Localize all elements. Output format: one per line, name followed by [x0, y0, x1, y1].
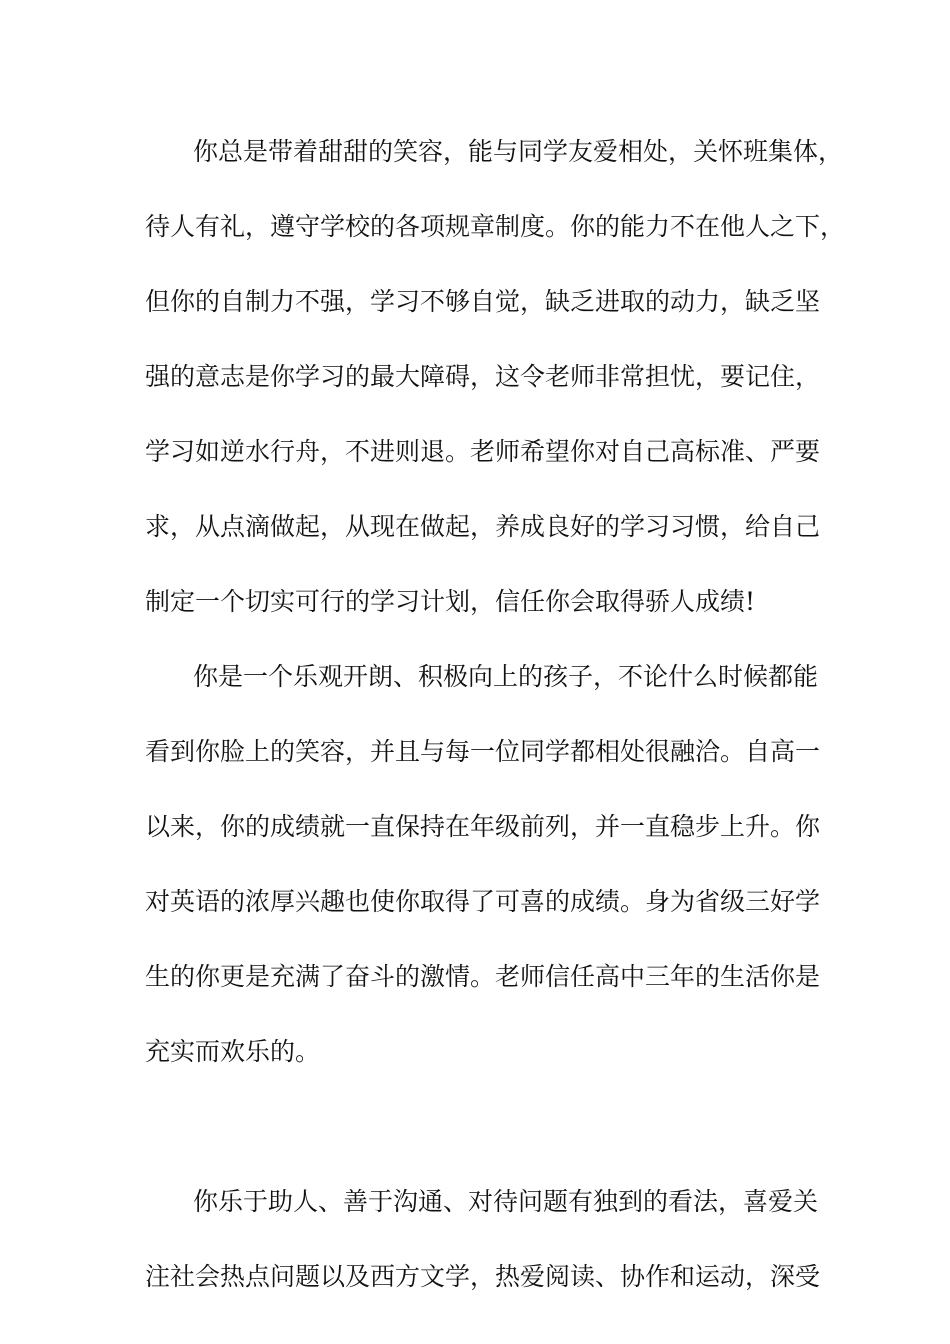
text-line: 你乐于助人、善于沟通、对待问题有独到的看法，喜爱关: [193, 1187, 819, 1216]
text-line: 对英语的浓厚兴趣也使你取得了可喜的成绩。身为省级三好学: [145, 887, 821, 916]
text-line: 求，从点滴做起，从现在做起，养成良好的学习习惯，给自己: [145, 512, 821, 541]
text-line: 注社会热点问题以及西方文学，热爱阅读、协作和运动，深受: [145, 1262, 821, 1291]
text-line: 以来，你的成绩就一直保持在年级前列，并一直稳步上升。你: [145, 812, 821, 841]
text-line: 制定一个切实可行的学习计划，信任你会取得骄人成绩!: [145, 587, 756, 616]
text-line: 充实而欢乐的。: [145, 1037, 321, 1066]
text-line: 看到你脸上的笑容，并且与每一位同学都相处很融洽。自高一: [145, 737, 821, 766]
text-line: 强的意志是你学习的最大障碍，这令老师非常担忧，要记住，: [145, 362, 821, 391]
text-line: 你总是带着甜甜的笑容，能与同学友爱相处，关怀班集体，: [193, 137, 844, 166]
text-line: 生的你更是充满了奋斗的激情。老师信任高中三年的生活你是: [145, 962, 821, 991]
text-line: 但你的自制力不强，学习不够自觉，缺乏进取的动力，缺乏坚: [145, 287, 821, 316]
text-line: 学习如逆水行舟，不进则退。老师希望你对自己高标准、严要: [145, 437, 821, 466]
text-line: 待人有礼，遵守学校的各项规章制度。你的能力不在他人之下，: [145, 212, 846, 241]
text-line: 你是一个乐观开朗、积极向上的孩子，不论什么时候都能: [193, 662, 819, 691]
